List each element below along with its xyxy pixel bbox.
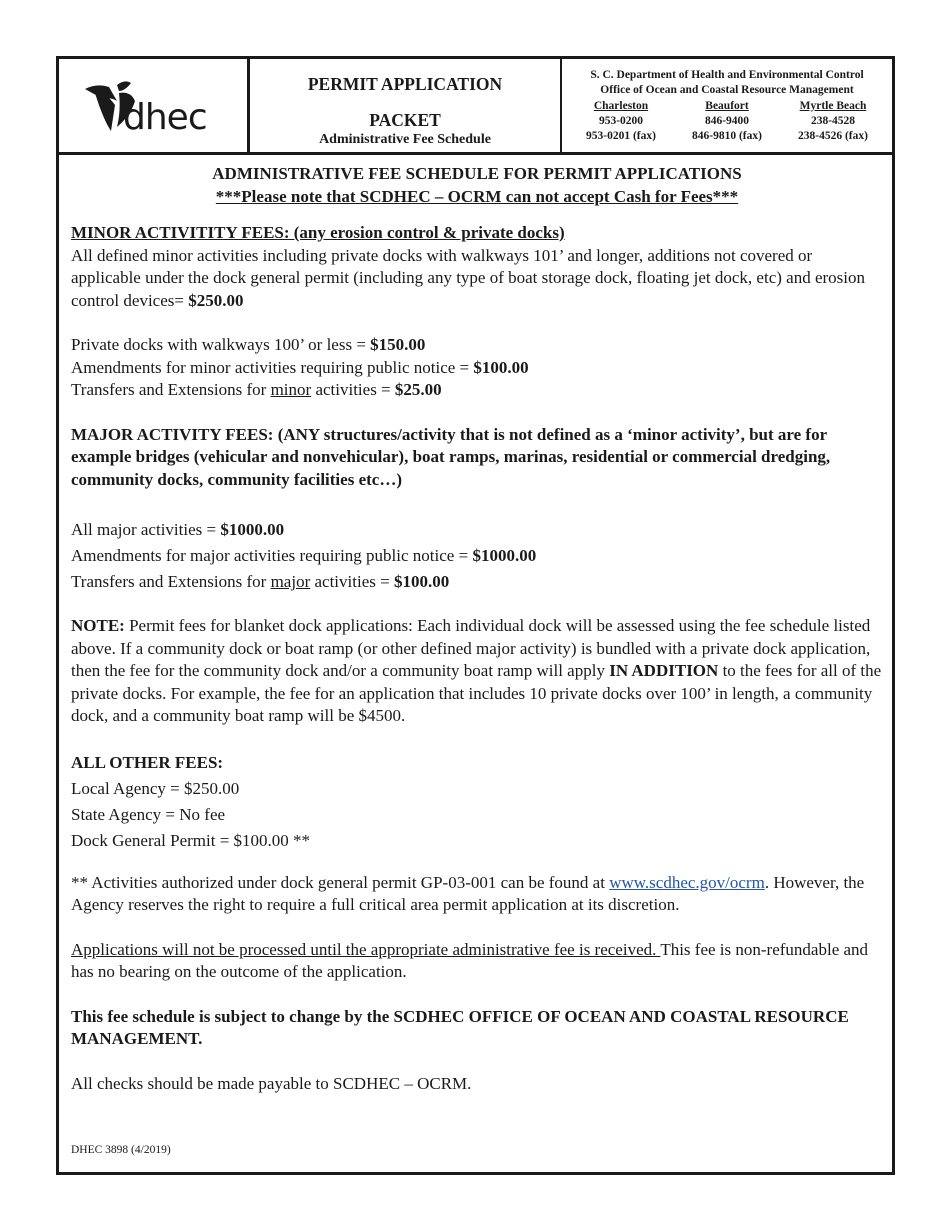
note-paragraph	[71, 615, 883, 728]
title-cell	[250, 59, 562, 152]
minor-transfers-fee: $25.00	[394, 380, 442, 399]
header	[59, 59, 892, 155]
minor-desc	[71, 245, 883, 313]
major-amendments-fee: $1000.00	[472, 546, 537, 565]
major-transfers-post: activities =	[310, 572, 394, 591]
subtitle: Administrative Fee Schedule	[319, 132, 491, 147]
cash-note: ***Please note that SCDHEC – OCRM can not accept Cash for Fees***	[215, 186, 739, 206]
office-myrtle-beach	[781, 99, 886, 144]
local-agency-fee: Local Agency = $250.00	[71, 778, 240, 798]
dept-line1: S. C. Department of Health and Environmental Control	[590, 69, 864, 81]
private-docks-fee: $150.00	[370, 335, 426, 354]
major-amendments-text: Amendments for major activities requiring public notice =	[71, 546, 473, 565]
dock-gp-fee: Dock General Permit = $100.00 **	[71, 830, 311, 850]
note-label: NOTE:	[71, 616, 125, 635]
subject-change: This fee schedule is subject to change by the SCDHEC OFFICE OF OCEAN AND COASTAL RESOURCE MANAGEMENT.	[71, 1006, 849, 1048]
note-text2: to the fees for all of the private docks. For example, the fee for an application that includes 10 private docks over 100’ in length, a community dock, and a community boat ramp will be $4500.	[71, 661, 882, 725]
office-city: Beaufort	[705, 100, 749, 112]
minor-desc-text: All defined minor activities including private docks with walkways 101’ and longer, additions not covered or applicable under the dock general permit (including any type of boat storage dock, floating jet dock, etc) and erosion control devices=	[71, 245, 866, 310]
gp-note	[71, 872, 883, 917]
minor-transfers-post: activities =	[311, 380, 395, 399]
logo-cell	[59, 59, 250, 152]
office-phone: 953-0200	[598, 115, 644, 127]
minor-desc-fee: $250.00	[188, 290, 244, 310]
major-all-line	[71, 517, 883, 543]
minor-transfers-word: minor	[270, 380, 312, 399]
ocrm-link[interactable]: www.scdhec.gov/ocrm	[609, 872, 765, 892]
major-transfers-line	[71, 569, 883, 595]
minor-transfers-line	[71, 379, 883, 402]
contact-cell	[562, 59, 892, 152]
gp-note-post: . However, the Agency reserves the right to require a full critical area permit application at its discretion.	[71, 872, 865, 914]
minor-amendments-fee: $100.00	[473, 357, 529, 377]
major-all-text: All major activities =	[71, 520, 221, 539]
office-phone: 238-4528	[810, 115, 856, 127]
office-charleston	[569, 99, 674, 144]
document-frame	[56, 56, 895, 1175]
dhec-logo	[81, 79, 226, 135]
minor-amendments-line	[71, 357, 883, 380]
other-fees-heading: ALL OTHER FEES:	[71, 752, 224, 772]
private-docks-line	[71, 334, 883, 357]
office-fax: 953-0201 (fax)	[586, 130, 656, 142]
form-number: DHEC 3898 (4/2019)	[71, 1144, 171, 1156]
major-heading: MAJOR ACTIVITY FEES: (ANY structures/activity that is not defined as a ‘minor activity’, but are for example bridges (vehicular and nonvehicular), boat ramps, marinas, residential or commercial dredging, community docks, community facilities etc…)	[71, 424, 831, 489]
major-transfers-word: major	[270, 572, 311, 591]
state-agency-fee: State Agency = No fee	[71, 804, 226, 824]
title-line1: PERMIT APPLICATION	[307, 74, 503, 94]
processing-rest: This fee is non-refundable and has no bearing on the outcome of the application.	[71, 939, 869, 981]
private-docks-text: Private docks with walkways 100’ or less =	[71, 335, 371, 354]
office-city: Charleston	[593, 100, 649, 112]
major-transfers-fee: $100.00	[393, 572, 450, 591]
content	[71, 155, 883, 1095]
gp-note-text: ** Activities authorized under dock general permit GP-03-001 can be found at	[71, 872, 610, 892]
office-fax: 846-9810 (fax)	[692, 130, 762, 142]
payable-note: All checks should be made payable to SCDHEC – OCRM.	[71, 1073, 472, 1093]
dept-line2: Office of Ocean and Coastal Resource Management	[600, 84, 854, 96]
note-emph: IN ADDITION	[609, 661, 719, 680]
doc-heading: ADMINISTRATIVE FEE SCHEDULE FOR PERMIT APPLICATIONS	[212, 164, 742, 183]
note-text1: Permit fees for blanket dock applications: Each individual dock will be assessed using the fee schedule listed above. If a community dock or boat ramp (or other defined major activity) is bundled with a private dock application, then the fee for the community dock and/or a community boat ramp will apply	[71, 616, 871, 680]
logo-text: dhec	[123, 97, 207, 135]
major-amendments-line	[71, 543, 883, 569]
processing-note	[71, 939, 883, 984]
title-line2: PACKET	[369, 110, 441, 130]
processing-underlined: Applications will not be processed until the appropriate administrative fee is received.	[71, 939, 661, 959]
minor-amendments-text: Amendments for minor activities requiring public notice =	[71, 357, 474, 377]
offices	[562, 99, 892, 144]
major-all-fee: $1000.00	[220, 520, 285, 539]
minor-heading: MINOR ACTIVITITY FEES: (any erosion control & private docks)	[71, 223, 565, 242]
minor-transfers-text: Transfers and Extensions for	[71, 380, 271, 399]
office-phone: 846-9400	[704, 115, 750, 127]
office-fax: 238-4526 (fax)	[798, 130, 868, 142]
major-transfers-text: Transfers and Extensions for	[71, 572, 271, 591]
office-city: Myrtle Beach	[799, 100, 867, 112]
office-beaufort	[675, 99, 780, 144]
